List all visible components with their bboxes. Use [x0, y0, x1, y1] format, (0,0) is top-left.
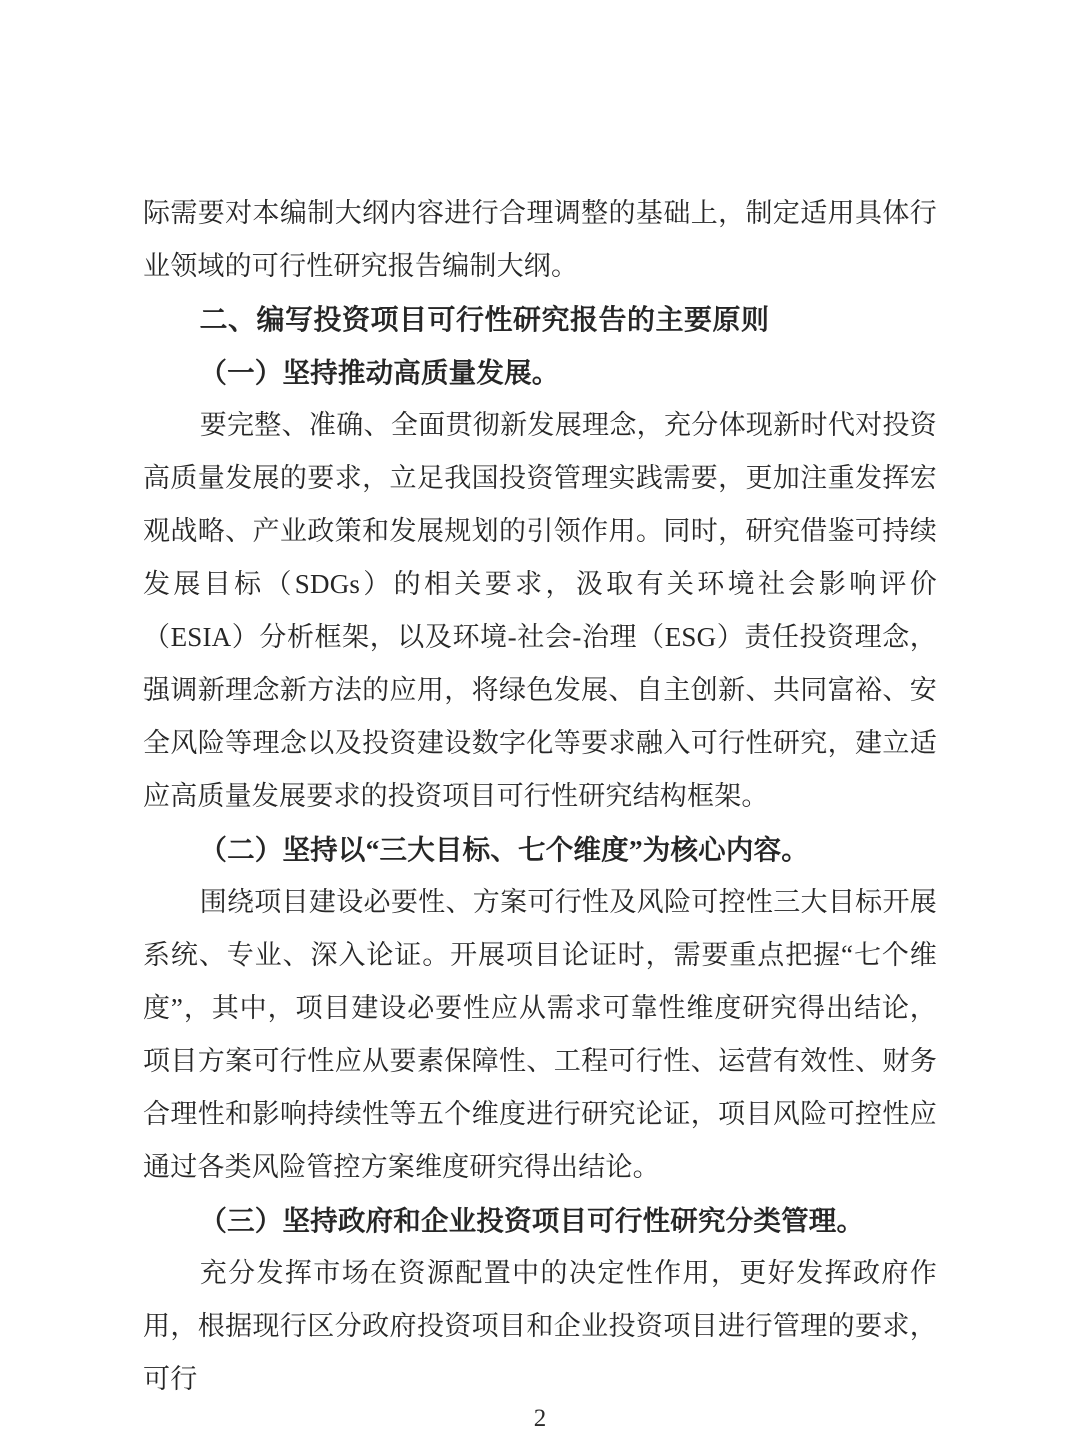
paragraph: 要完整、准确、全面贯彻新发展理念，充分体现新时代对投资高质量发展的要求，立足我国投资管理实践需要，更加注重发挥宏观战略、产业政策和发展规划的引领作用。同时，研究借鉴可持续发展目标（SDGs）的相关要求，汲取有关环境社会影响评价（ESIA）分析框架，以及环境-社会-治理（ESG）责任投资理念，强调新理念新方法的应用，将绿色发展、自主创新、共同富裕、安全风险等理念以及投资建设数字化等要求融入可行性研究，建立适应高质量发展要求的投资项目可行性研究结构框架。	[143, 410, 937, 811]
paragraph-continued: 际需要对本编制大纲内容进行合理调整的基础上，制定适用具体行业领域的可行性研究报告编制大纲。	[143, 198, 937, 281]
paragraph: 充分发挥市场在资源配置中的决定性作用，更好发挥政府作用，根据现行区分政府投资项目和企业投资项目进行管理的要求，可行	[143, 1258, 937, 1394]
subsection-heading-1: （一）坚持推动高质量发展。	[199, 357, 560, 388]
page-number: 2	[533, 1405, 547, 1432]
document-body	[143, 187, 937, 1406]
subsection-heading-2: （二）坚持以“三大目标、七个维度”为核心内容。	[199, 834, 809, 865]
section-heading: 二、编写投资项目可行性研究报告的主要原则	[199, 304, 770, 335]
subsection-heading-3: （三）坚持政府和企业投资项目可行性研究分类管理。	[199, 1205, 865, 1236]
paragraph: 围绕项目建设必要性、方案可行性及风险可控性三大目标开展系统、专业、深入论证。开展项目论证时，需要重点把握“七个维度”，其中，项目建设必要性应从需求可靠性维度研究得出结论，项目方案可行性应从要素保障性、工程可行性、运营有效性、财务合理性和影响持续性等五个维度进行研究论证，项目风险可控性应通过各类风险管控方案维度研究得出结论。	[143, 887, 937, 1182]
